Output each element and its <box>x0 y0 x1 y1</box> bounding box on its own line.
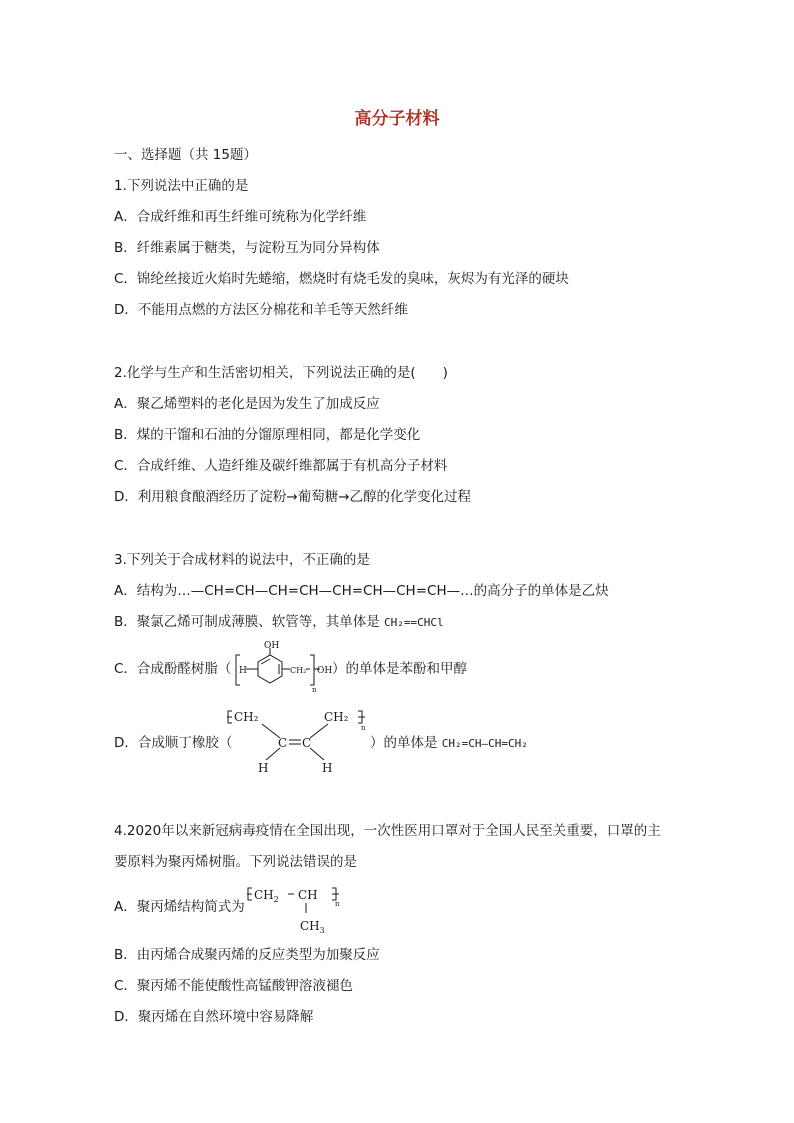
cis-polybutadiene-structure <box>224 704 370 776</box>
struct-ch2: CH₂ <box>290 666 307 675</box>
struct-n: n <box>361 724 366 732</box>
q4-option-b: B．由丙烯合成聚丙烯的反应类型为加聚反应 <box>114 947 380 963</box>
struct-ch2: $CH_2$ <box>254 888 279 904</box>
struct-ch2-left: CH₂ <box>234 710 259 724</box>
q4-option-d: D．聚丙烯在自然环境中容易降解 <box>114 1009 314 1025</box>
q1-option-c: C．锦纶丝接近火焰时先蜷缩，燃烧时有烧毛发的臭味，灰烬为有光泽的硬块 <box>114 271 569 287</box>
q2-option-d: D．利用粮食酿酒经历了淀粉→葡萄糖→乙醇的化学变化过程 <box>114 489 472 505</box>
q3-option-a: A．结构为…—CH=CH—CH=CH—CH=CH—CH=CH—…的高分子的单体是乙炔 <box>114 583 609 599</box>
q2-option-a: A．聚乙烯塑料的老化是因为发生了加成反应 <box>114 396 380 412</box>
q3-option-b-text: B．聚氯乙烯可制成薄膜、软管等，其单体是 <box>114 614 385 630</box>
struct-h-left: H <box>258 761 269 775</box>
q1-option-a: A．合成纤维和再生纤维可统称为化学纤维 <box>114 209 367 225</box>
q3-option-c-prefix: C．合成酚醛树脂（ <box>114 661 232 677</box>
q4-stem-line2: 要原料为聚丙烯树脂。下列说法错误的是 <box>114 854 357 870</box>
struct-ch: CH <box>298 888 318 902</box>
q3-option-c-suffix: ）的单体是苯酚和甲醇 <box>332 661 467 677</box>
struct-n: n <box>312 686 317 694</box>
q2-option-c: C．合成纤维、人造纤维及碳纤维都属于有机高分子材料 <box>114 458 448 474</box>
struct-c-right: C <box>302 736 312 750</box>
q1-stem: 1.下列说法中正确的是 <box>114 178 249 194</box>
q3-option-b <box>114 613 444 632</box>
q3-option-d-text: ）的单体是 <box>370 735 442 751</box>
q4-stem-line1: 4.2020年以来新冠病毒疫情在全国出现，一次性医用口罩对于全国人民至关重要，口罩的主 <box>114 823 661 839</box>
struct-oh-top: OH <box>264 641 280 651</box>
section-heading: 一、选择题（共 15题） <box>114 147 257 163</box>
struct-h-right: H <box>322 761 333 775</box>
q3-option-d-suffix <box>370 734 528 753</box>
struct-n: n <box>335 900 340 908</box>
struct-oh-right: OH <box>317 666 332 676</box>
struct-ch2-right: CH₂ <box>324 710 349 724</box>
q1-option-d: D．不能用点燃的方法区分棉花和羊毛等天然纤维 <box>114 302 408 318</box>
q3-option-d-formula: CH₂=CH—CH=CH₂ <box>441 737 528 750</box>
struct-h-left: H <box>239 666 247 676</box>
q2-option-b: B．煤的干馏和石油的分馏原理相同，都是化学变化 <box>114 427 421 443</box>
q4-option-c: C．聚丙烯不能使酸性高锰酸钾溶液褪色 <box>114 978 353 994</box>
struct-c-left: C <box>278 736 288 750</box>
q1-option-b: B．纤维素属于糖类，与淀粉互为同分异构体 <box>114 240 380 256</box>
struct-ch3: $CH_3$ <box>300 919 325 935</box>
q3-stem: 3.下列关于合成材料的说法中，不正确的是 <box>114 552 370 568</box>
polypropylene-structure <box>244 882 344 936</box>
phenol-formaldehyde-structure <box>226 640 332 694</box>
page-title: 高分子材料 <box>354 109 440 129</box>
q3-option-d-prefix: D．合成顺丁橡胶（ <box>114 735 233 751</box>
q4-option-a-prefix: A．聚丙烯结构简式为 <box>114 899 245 915</box>
q2-stem: 2.化学与生产和生活密切相关，下列说法正确的是( ) <box>114 365 448 381</box>
q3-option-b-formula: CH₂==CHCl <box>384 616 444 629</box>
